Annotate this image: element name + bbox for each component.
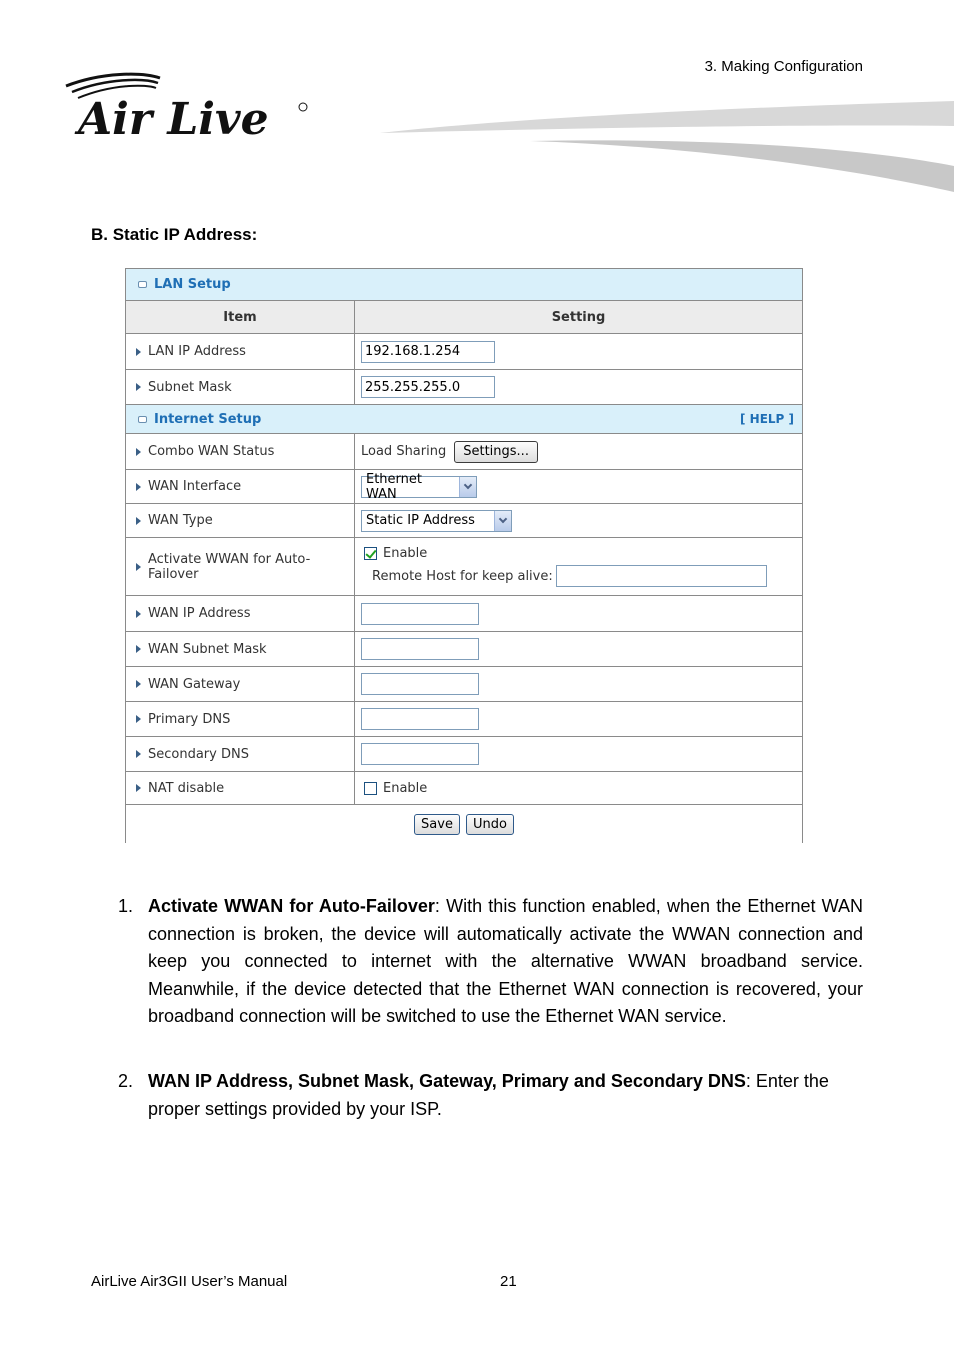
row-primary-dns <box>126 702 802 737</box>
list-term: Activate WWAN for Auto-Failover <box>148 896 435 916</box>
footer-manual: AirLive Air3GII User’s Manual <box>91 1273 288 1290</box>
nat-disable-label: NAT disable <box>148 780 225 796</box>
arrow-icon <box>136 383 141 391</box>
lan-setup-header <box>126 269 802 301</box>
help-link[interactable]: [ HELP ] <box>739 412 794 426</box>
wan-type-value: Static IP Address <box>366 513 475 528</box>
list-text: : With this function enabled, when the Ethernet WAN connection is broken, the device will automatically activate the WWAN connection and keep you connected to internet with the alternative WWAN broadband service. Meanwhile, if the device detected that the Ethernet WAN connection is recovered, your broadband connection will be switched to use the Ethernet WAN service. <box>148 896 863 1027</box>
section-title: B. Static IP Address: <box>91 225 258 244</box>
failover-label: Activate WWAN for Auto-Failover <box>148 551 311 582</box>
primary-dns-label: Primary DNS <box>148 711 231 727</box>
arrow-icon <box>136 483 141 491</box>
row-nat-disable <box>126 772 802 805</box>
column-header <box>126 301 802 334</box>
list-term: WAN IP Address, Subnet Mask, Gateway, Primary and Secondary DNS <box>148 1071 746 1091</box>
row-secondary-dns <box>126 737 802 772</box>
arrow-icon <box>136 645 141 653</box>
arrow-icon <box>136 680 141 688</box>
dropdown-icon <box>494 511 511 531</box>
combo-wan-label: Combo WAN Status <box>148 444 275 459</box>
arrow-icon <box>136 715 141 723</box>
failover-checkbox[interactable] <box>364 547 377 560</box>
list-number: 1. <box>118 896 134 916</box>
collapse-icon <box>138 416 147 423</box>
row-failover <box>126 538 802 596</box>
list-item-2 <box>118 1068 838 1123</box>
undo-button[interactable]: Undo <box>466 814 514 835</box>
row-wan-ip <box>126 596 802 632</box>
list-text: : Enter the proper settings provided by your ISP. <box>148 1071 829 1119</box>
chapter-header: 3. Making Configuration <box>704 58 863 75</box>
wan-interface-select[interactable] <box>361 471 477 502</box>
list-item-1 <box>118 893 863 1031</box>
arrow-icon <box>136 563 141 571</box>
wan-interface-value: Ethernet WAN <box>366 471 422 502</box>
form-actions <box>126 805 802 844</box>
arrow-icon <box>136 784 141 792</box>
lan-ip-input[interactable]: 192.168.1.254 <box>361 341 495 363</box>
internet-setup-title: Internet Setup <box>154 411 262 427</box>
wan-ip-input[interactable] <box>361 603 479 625</box>
save-button[interactable]: Save <box>414 814 460 835</box>
arrow-icon <box>136 517 141 525</box>
airlive-logo <box>62 70 312 142</box>
row-wan-type <box>126 504 802 538</box>
collapse-icon <box>138 281 147 288</box>
wan-type-label: WAN Type <box>148 513 213 528</box>
col-item: Item <box>126 301 355 333</box>
nat-disable-checkbox[interactable] <box>364 782 377 795</box>
wan-gateway-input[interactable] <box>361 673 479 695</box>
settings-button[interactable]: Settings... <box>454 441 538 463</box>
primary-dns-input[interactable] <box>361 708 479 730</box>
list-number: 2. <box>118 1071 134 1091</box>
arrow-icon <box>136 448 141 456</box>
nat-enable-label: Enable <box>383 780 428 796</box>
settings-panel <box>125 268 803 843</box>
col-setting: Setting <box>551 309 606 325</box>
lan-setup-title: LAN Setup <box>154 277 231 292</box>
remote-host-input[interactable] <box>556 565 767 587</box>
page-number: 21 <box>500 1273 517 1290</box>
internet-setup-header <box>126 405 802 434</box>
failover-enable-label: Enable <box>383 546 428 561</box>
subnet-mask-input[interactable]: 255.255.255.0 <box>361 376 495 398</box>
wan-subnet-input[interactable] <box>361 638 479 660</box>
wan-subnet-label: WAN Subnet Mask <box>148 641 267 657</box>
header-swoosh <box>380 96 954 196</box>
arrow-icon <box>136 610 141 618</box>
row-lan-ip <box>126 334 802 370</box>
lan-ip-label: LAN IP Address <box>148 344 246 359</box>
row-subnet-mask <box>126 370 802 405</box>
logo-text: Air Live <box>78 94 269 142</box>
remote-host-label: Remote Host for keep alive: <box>372 568 553 584</box>
combo-wan-status: Load Sharing <box>361 444 447 459</box>
subnet-mask-label: Subnet Mask <box>148 379 232 395</box>
dropdown-icon <box>459 477 476 497</box>
row-wan-gateway <box>126 667 802 702</box>
wan-gateway-label: WAN Gateway <box>148 676 241 692</box>
row-combo-wan <box>126 434 802 470</box>
secondary-dns-label: Secondary DNS <box>148 746 249 762</box>
arrow-icon <box>136 348 141 356</box>
wan-interface-label: WAN Interface <box>148 479 242 494</box>
row-wan-interface <box>126 470 802 504</box>
wan-ip-label: WAN IP Address <box>148 606 251 621</box>
wan-type-select[interactable] <box>361 510 512 532</box>
arrow-icon <box>136 750 141 758</box>
row-wan-subnet <box>126 632 802 667</box>
secondary-dns-input[interactable] <box>361 743 479 765</box>
